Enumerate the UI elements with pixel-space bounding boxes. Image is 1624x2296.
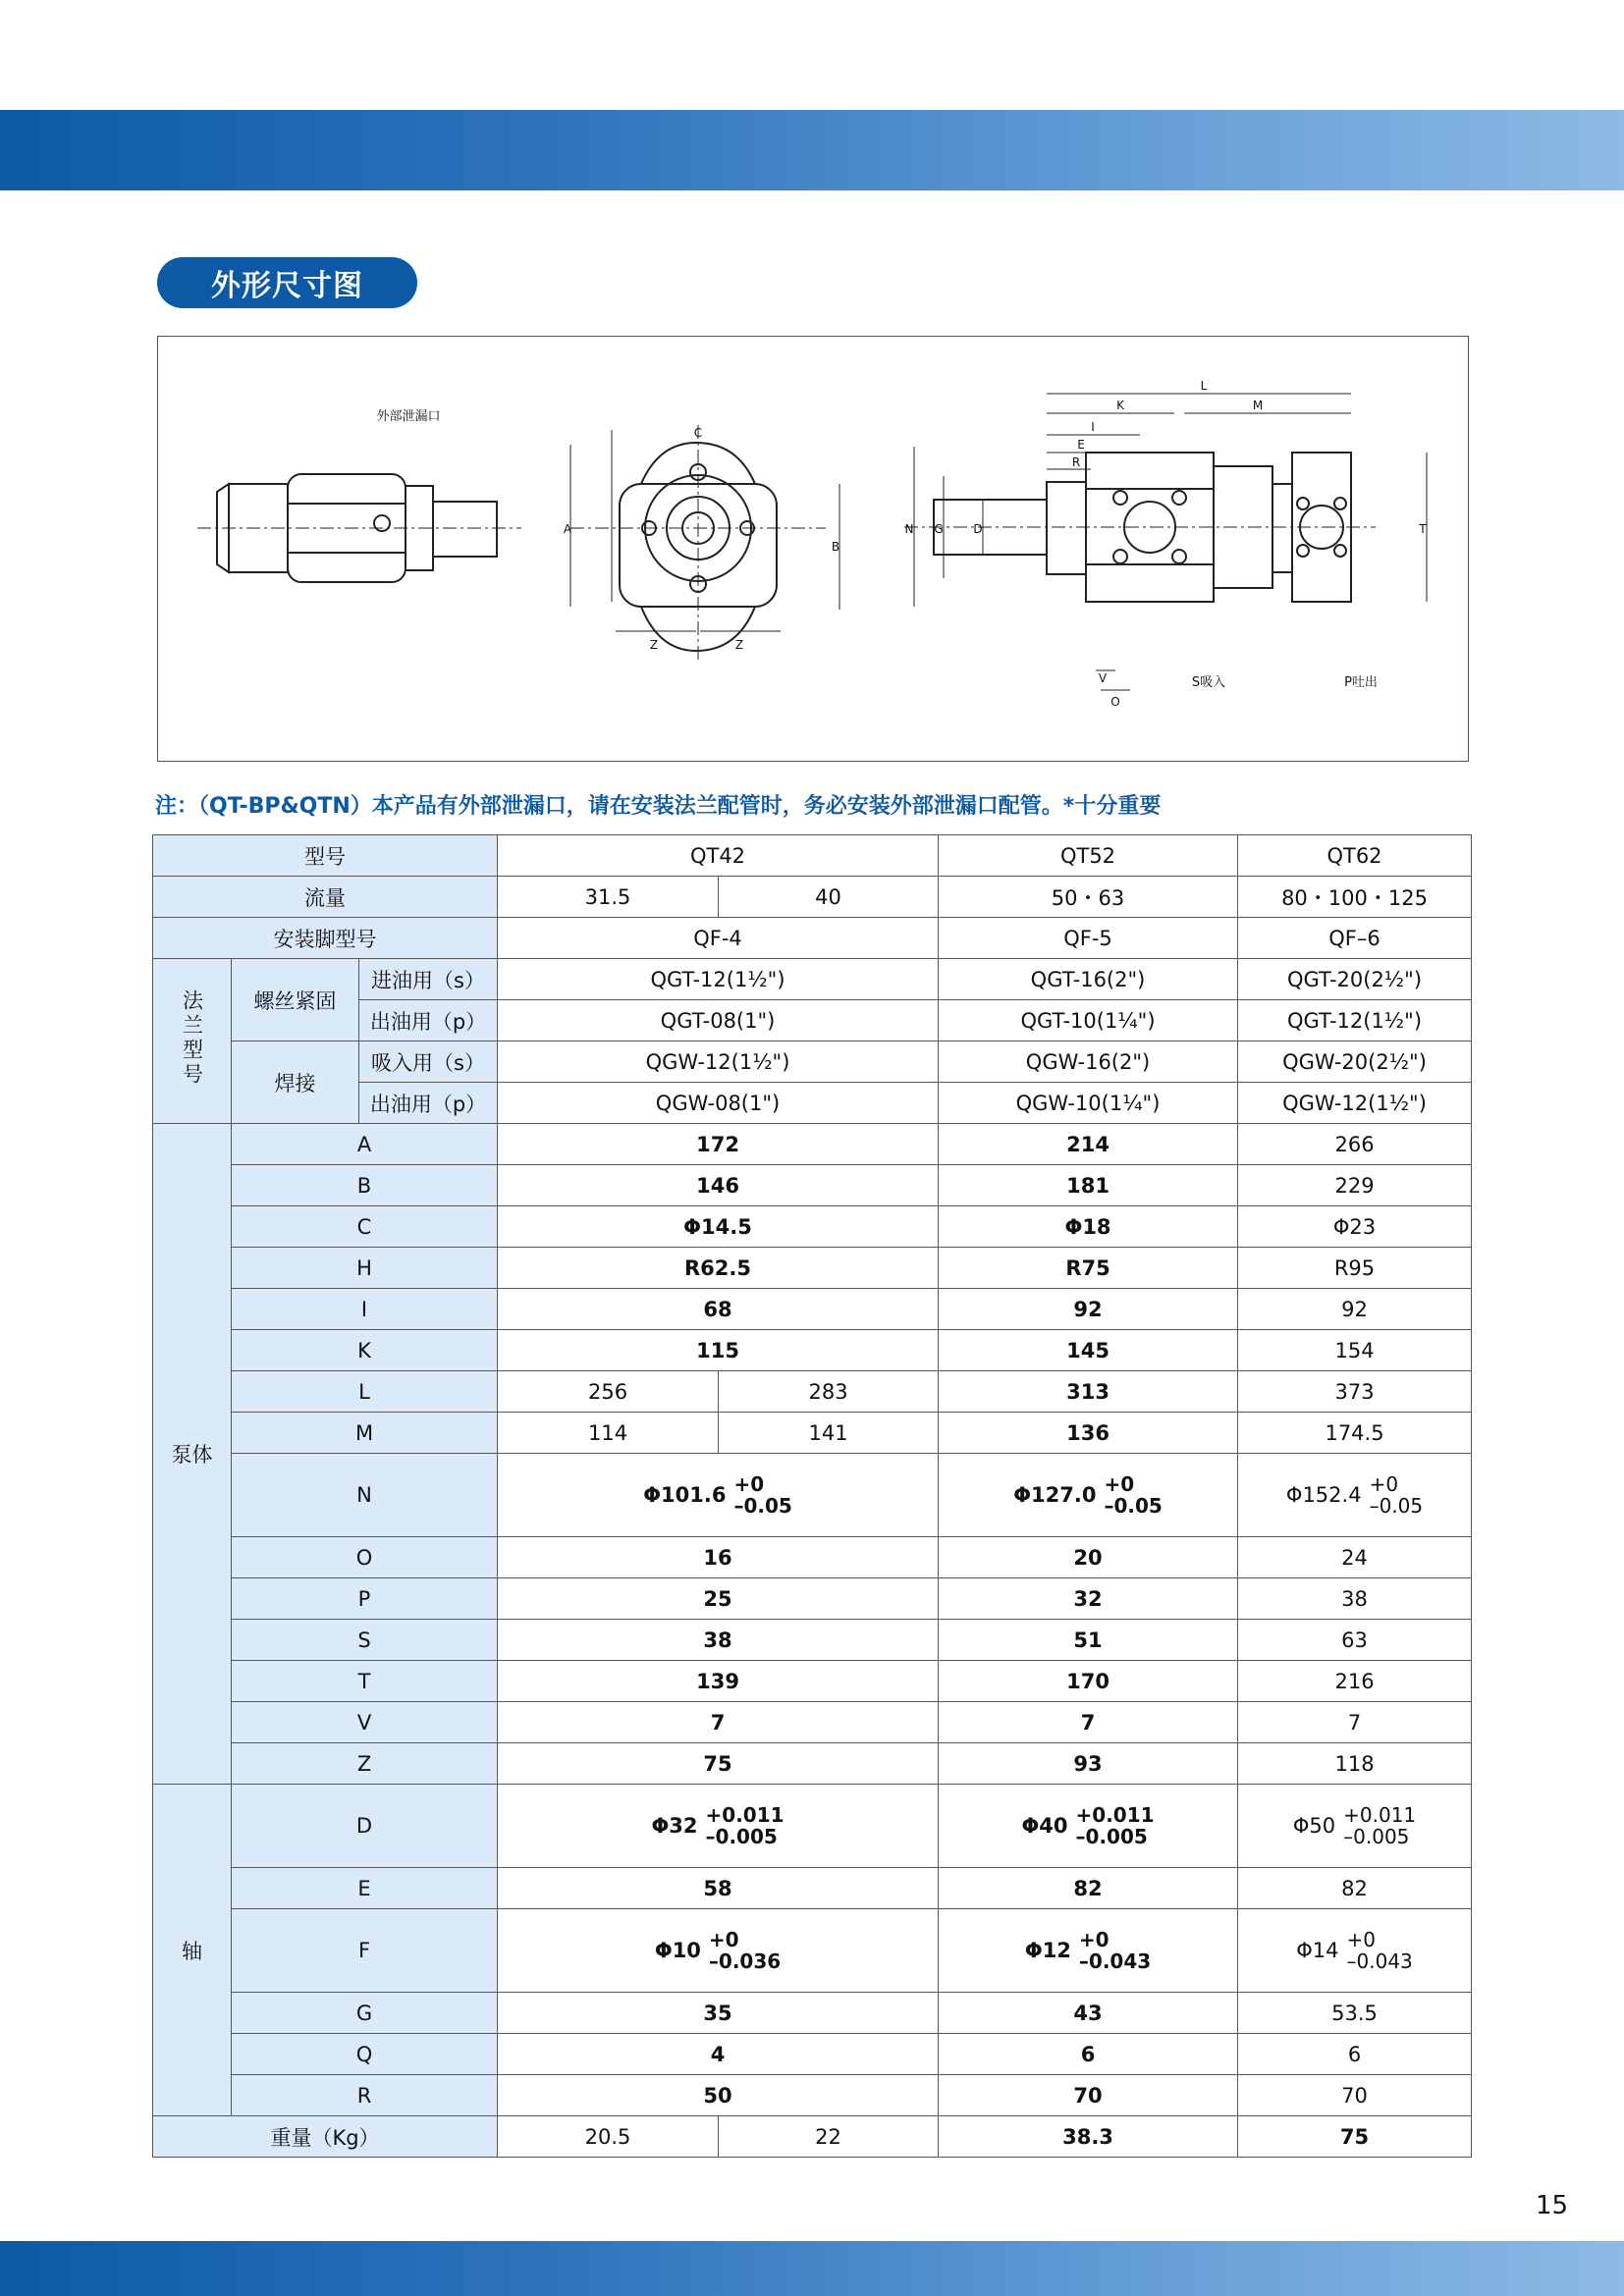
dimension-value: Φ101.6 +0 –0.05 — [498, 1454, 939, 1537]
section-title: 外形尺寸图 — [157, 257, 417, 308]
dimension-value: 50 — [498, 2075, 939, 2116]
weld-label: 焊接 — [232, 1041, 359, 1124]
dimension-value: 7 — [939, 1702, 1238, 1743]
dim-E: E — [1077, 438, 1085, 452]
side-view — [197, 474, 521, 582]
dim-Z-right: Z — [734, 638, 744, 652]
dimension-key: K — [232, 1330, 498, 1371]
dimension-value: R62.5 — [498, 1248, 939, 1289]
weight-value: 22 — [719, 2116, 939, 2158]
dimension-value: 136 — [939, 1413, 1238, 1454]
dim-A: A — [563, 522, 572, 536]
flange-value: QGT-12(1½") — [1238, 1000, 1472, 1041]
dimension-value: 174.5 — [1238, 1413, 1472, 1454]
weight-value: 38.3 — [939, 2116, 1238, 2158]
dimension-value: 115 — [498, 1330, 939, 1371]
dimension-key: L — [232, 1371, 498, 1413]
foot-value: QF-5 — [939, 918, 1238, 959]
foot-value: QF–6 — [1238, 918, 1472, 959]
dimension-value: 114 — [498, 1413, 719, 1454]
dim-R: R — [1071, 455, 1081, 469]
flange-value: QGT-20(2½") — [1238, 959, 1472, 1000]
dimension-key: H — [232, 1248, 498, 1289]
flange-label: 法兰型号 — [180, 989, 204, 1088]
dimension-value: 58 — [498, 1868, 939, 1909]
dimension-value: 35 — [498, 1993, 939, 2034]
dim-Z-left: Z — [649, 638, 659, 652]
dimension-key: S — [232, 1620, 498, 1661]
dimension-value: 6 — [1238, 2034, 1472, 2075]
dimension-value: Φ18 — [939, 1206, 1238, 1248]
dimension-value: 82 — [1238, 1868, 1472, 1909]
dimension-value: Φ14 +0 –0.043 — [1238, 1909, 1472, 1993]
drawing-svg — [158, 337, 1470, 763]
screw-label: 螺丝紧固 — [232, 959, 359, 1041]
dimension-value: 7 — [498, 1702, 939, 1743]
dimension-value: 256 — [498, 1371, 719, 1413]
dimension-key: M — [232, 1413, 498, 1454]
dim-T: T — [1419, 522, 1427, 536]
model-qt52: QT52 — [939, 835, 1238, 877]
dim-K: K — [1116, 399, 1124, 412]
flange-value: QGT-12(1½") — [498, 959, 939, 1000]
dimension-key: P — [232, 1578, 498, 1620]
dimension-value: 146 — [498, 1165, 939, 1206]
dim-M: M — [1252, 399, 1264, 412]
dimension-value: 181 — [939, 1165, 1238, 1206]
dim-C: C — [693, 426, 703, 440]
flange-value: QGW-16(2") — [939, 1041, 1238, 1083]
dim-L: L — [1200, 379, 1208, 393]
dimension-value: Φ127.0 +0 –0.05 — [939, 1454, 1238, 1537]
dimension-key: N — [232, 1454, 498, 1537]
dimension-value: 93 — [939, 1743, 1238, 1785]
dimension-key: F — [232, 1909, 498, 1993]
dimension-value: 7 — [1238, 1702, 1472, 1743]
dimension-value: 43 — [939, 1993, 1238, 2034]
flange-value: QGT-16(2") — [939, 959, 1238, 1000]
model-qt62: QT62 — [1238, 835, 1472, 877]
dimension-value: 141 — [719, 1413, 939, 1454]
footer-band — [0, 2241, 1624, 2296]
dimension-key: E — [232, 1868, 498, 1909]
discharge-label: P吐出 — [1344, 675, 1378, 690]
flange-sub-label: 出油用（p） — [359, 1000, 498, 1041]
flange-value: QGW-12(1½") — [1238, 1083, 1472, 1124]
dimension-value: Φ23 — [1238, 1206, 1472, 1248]
dimension-value: 38 — [498, 1620, 939, 1661]
dimension-value: 24 — [1238, 1537, 1472, 1578]
dimension-value: 139 — [498, 1661, 939, 1702]
dimension-key: D — [232, 1785, 498, 1868]
dimension-value: 6 — [939, 2034, 1238, 2075]
flange-value: QGW-20(2½") — [1238, 1041, 1472, 1083]
flow-label: 流量 — [153, 877, 498, 918]
weight-value: 20.5 — [498, 2116, 719, 2158]
flange-value: QGW-08(1") — [498, 1083, 939, 1124]
dimension-value: R75 — [939, 1248, 1238, 1289]
dimension-key: O — [232, 1537, 498, 1578]
dimension-value: 229 — [1238, 1165, 1472, 1206]
dimension-value: Φ32 +0.011 –0.005 — [498, 1785, 939, 1868]
flange-value: QGW-10(1¼") — [939, 1083, 1238, 1124]
dimension-value: 53.5 — [1238, 1993, 1472, 2034]
front-view — [570, 425, 826, 661]
foot-label: 安装脚型号 — [153, 918, 498, 959]
dimension-value: Φ12 +0 –0.043 — [939, 1909, 1238, 1993]
dimension-drawing — [157, 336, 1469, 762]
weight-label: 重量（Kg） — [153, 2116, 498, 2158]
dimension-key: T — [232, 1661, 498, 1702]
important-note: 注：（QT-BP&QTN）本产品有外部泄漏口，请在安装法兰配管时，务必安装外部泄漏口配管。*十分重要 — [155, 794, 1162, 819]
flow-value: 31.5 — [498, 877, 719, 918]
model-label: 型号 — [153, 835, 498, 877]
dim-N: N — [904, 522, 914, 536]
dimension-value: 70 — [939, 2075, 1238, 2116]
suction-label: S吸入 — [1191, 675, 1226, 690]
dimension-value: 32 — [939, 1578, 1238, 1620]
dimension-value: 63 — [1238, 1620, 1472, 1661]
dimension-value: 373 — [1238, 1371, 1472, 1413]
model-qt42: QT42 — [498, 835, 939, 877]
dim-V: V — [1098, 671, 1108, 685]
dimension-key: R — [232, 2075, 498, 2116]
flow-value: 50・63 — [939, 877, 1238, 918]
dimension-value: Φ50 +0.011 –0.005 — [1238, 1785, 1472, 1868]
dimension-value: 266 — [1238, 1124, 1472, 1165]
dimension-value: R95 — [1238, 1248, 1472, 1289]
dimension-value: 216 — [1238, 1661, 1472, 1702]
dimension-key: C — [232, 1206, 498, 1248]
dimension-value: 4 — [498, 2034, 939, 2075]
page-number: 15 — [1536, 2191, 1569, 2220]
dimension-value: 68 — [498, 1289, 939, 1330]
dimension-key: G — [232, 1993, 498, 2034]
body-group-label: 泵体 — [153, 1124, 232, 1785]
dimension-value: 214 — [939, 1124, 1238, 1165]
dimension-key: Z — [232, 1743, 498, 1785]
dimension-key: Q — [232, 2034, 498, 2075]
dim-G: G — [934, 522, 944, 536]
dim-O: O — [1110, 695, 1120, 709]
dim-D: D — [973, 522, 983, 536]
flange-sub-label: 出油用（p） — [359, 1083, 498, 1124]
foot-value: QF-4 — [498, 918, 939, 959]
dimension-value: 145 — [939, 1330, 1238, 1371]
dim-I: I — [1091, 420, 1095, 434]
flange-value: QGT-08(1") — [498, 1000, 939, 1041]
spec-table — [152, 834, 1472, 2158]
dimension-key: B — [232, 1165, 498, 1206]
dimension-key: V — [232, 1702, 498, 1743]
dimension-value: 154 — [1238, 1330, 1472, 1371]
dimension-key: I — [232, 1289, 498, 1330]
dimension-value: 25 — [498, 1578, 939, 1620]
dimension-value: 172 — [498, 1124, 939, 1165]
dimension-value: Φ40 +0.011 –0.005 — [939, 1785, 1238, 1868]
dimension-value: 16 — [498, 1537, 939, 1578]
dimension-value: 170 — [939, 1661, 1238, 1702]
dimension-value: 75 — [498, 1743, 939, 1785]
flange-value: QGW-12(1½") — [498, 1041, 939, 1083]
dimension-value: 92 — [939, 1289, 1238, 1330]
dimension-value: 82 — [939, 1868, 1238, 1909]
dim-B: B — [831, 540, 840, 554]
dimension-value: Φ10 +0 –0.036 — [498, 1909, 939, 1993]
dimension-value: 118 — [1238, 1743, 1472, 1785]
dimension-value: 20 — [939, 1537, 1238, 1578]
flange-sub-label: 进油用（s） — [359, 959, 498, 1000]
flange-value: QGT-10(1¼") — [939, 1000, 1238, 1041]
dimension-key: A — [232, 1124, 498, 1165]
dimension-value: 92 — [1238, 1289, 1472, 1330]
dimension-value: 313 — [939, 1371, 1238, 1413]
flange-sub-label: 吸入用（s） — [359, 1041, 498, 1083]
weight-value: 75 — [1238, 2116, 1472, 2158]
top-view — [732, 453, 1376, 602]
header-band — [0, 110, 1624, 190]
dimension-value: Φ14.5 — [498, 1206, 939, 1248]
dimension-value: 283 — [719, 1371, 939, 1413]
dimension-value: 70 — [1238, 2075, 1472, 2116]
leak-port-label: 外部泄漏口 — [376, 409, 441, 424]
shaft-group-label: 轴 — [153, 1785, 232, 2116]
flow-value: 40 — [719, 877, 939, 918]
dimension-value: 38 — [1238, 1578, 1472, 1620]
dimension-value: Φ152.4 +0 –0.05 — [1238, 1454, 1472, 1537]
dimension-value: 51 — [939, 1620, 1238, 1661]
flow-value: 80・100・125 — [1238, 877, 1472, 918]
